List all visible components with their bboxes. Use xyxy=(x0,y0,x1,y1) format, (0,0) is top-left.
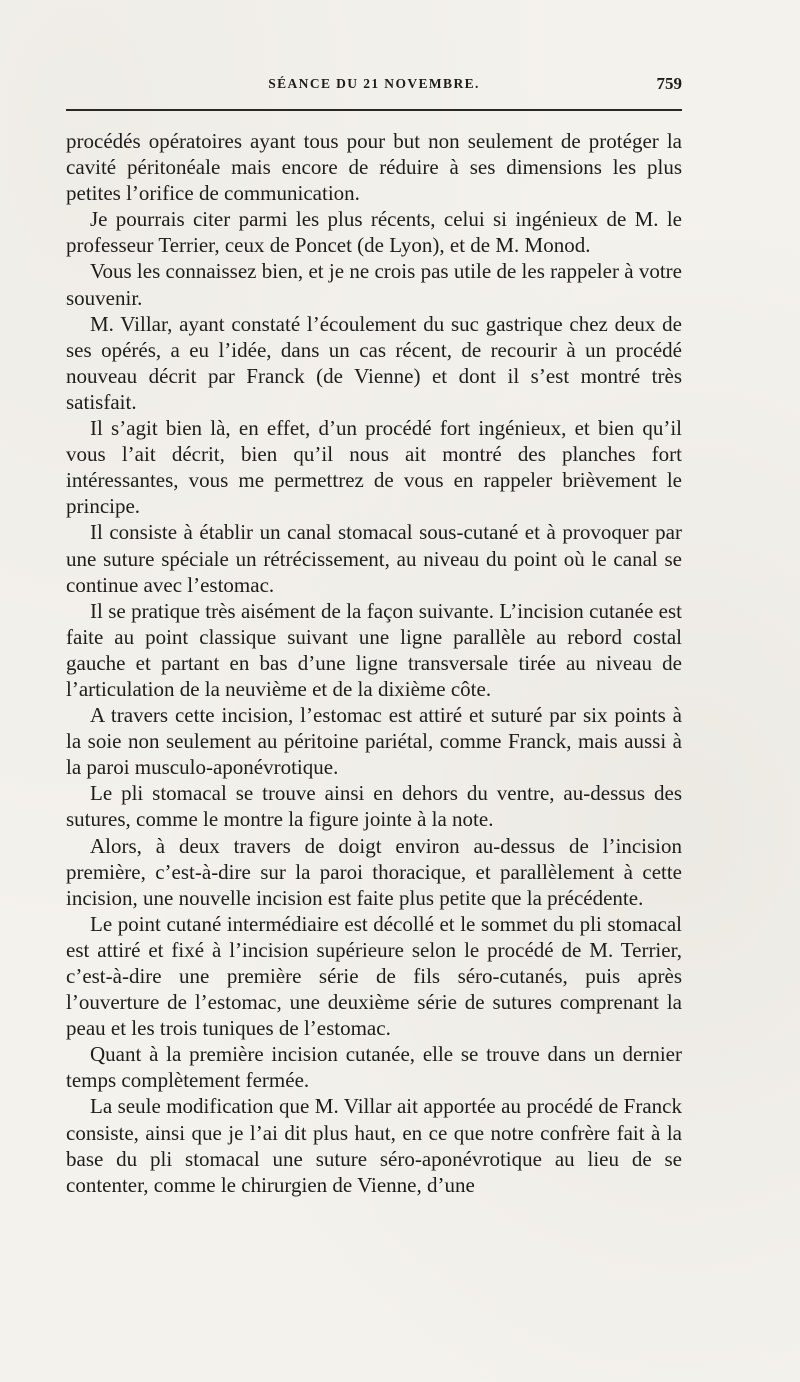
paragraph: Vous les connaissez bien, et je ne crois pas utile de les rappeler à votre souvenir. xyxy=(66,259,682,310)
paragraph: Il consiste à établir un canal stomacal sous-cutané et à provoquer par une suture spéciale un rétrécissement, au niveau du point où le canal se continue avec l’estomac. xyxy=(66,520,682,597)
paragraph: Le pli stomacal se trouve ainsi en dehors du ventre, au-dessus des sutures, comme le montre la figure jointe à la note. xyxy=(66,781,682,832)
body-text xyxy=(66,128,682,1198)
paragraph: La seule modification que M. Villar ait apportée au procédé de Franck consiste, ainsi que je l’ai dit plus haut, en ce que notre confrère fait à la base du pli stomacal une suture séro-aponévrotique au lieu de se contenter, comme le chirurgien de Vienne, d’une xyxy=(66,1094,682,1197)
paragraph: Quant à la première incision cutanée, elle se trouve dans un dernier temps complètement fermée. xyxy=(66,1042,682,1093)
paragraph: M. Villar, ayant constaté l’écoulement du suc gastrique chez deux de ses opérés, a eu l’idée, dans un cas récent, de recourir à un procédé nouveau décrit par Franck (de Vienne) et dont il s’est montré très satisfait. xyxy=(66,311,682,414)
paragraph: procédés opératoires ayant tous pour but non seulement de protéger la cavité péritonéale mais encore de réduire à ses dimensions les plus petites l’orifice de communication. xyxy=(66,129,682,206)
paragraph: Il s’agit bien là, en effet, d’un procédé fort ingénieux, et bien qu’il vous l’ait décrit, bien qu’il nous ait montré des planches fort intéressantes, vous me permettrez de vous en rappeler brièvement le principe. xyxy=(66,416,682,519)
header-rule xyxy=(66,109,682,111)
paragraph: Je pourrais citer parmi les plus récents, celui si ingénieux de M. le professeur Terrier, ceux de Poncet (de Lyon), et de M. Monod. xyxy=(66,207,682,258)
page-number: 759 xyxy=(656,74,682,93)
running-title: SÉANCE DU 21 NOVEMBRE. xyxy=(268,76,480,91)
paragraph: A travers cette incision, l’estomac est attiré et suturé par six points à la soie non seulement au péritoine pariétal, comme Franck, mais aussi à la paroi musculo-aponévrotique. xyxy=(66,703,682,780)
paragraph: Le point cutané intermédiaire est décollé et le sommet du pli stomacal est attiré et fixé à l’incision supérieure selon le procédé de M. Terrier, c’est-à-dire une première série de fils séro-cutanés, puis après l’ouverture de l’estomac, une deuxième série de sutures comprenant la peau et les trois tuniques de l’estomac. xyxy=(66,911,682,1041)
paragraph: Alors, à deux travers de doigt environ au-dessus de l’incision première, c’est-à-dire sur la paroi thoracique, et parallèlement à cette incision, une nouvelle incision est faite plus petite que la précédente. xyxy=(66,833,682,910)
running-header xyxy=(66,76,682,100)
paragraph: Il se pratique très aisément de la façon suivante. L’incision cutanée est faite au point classique suivant une ligne parallèle au rebord costal gauche et partant en bas d’une ligne transversale tirée au niveau de l’articulation de la neuvième et de la dixième côte. xyxy=(66,598,682,701)
